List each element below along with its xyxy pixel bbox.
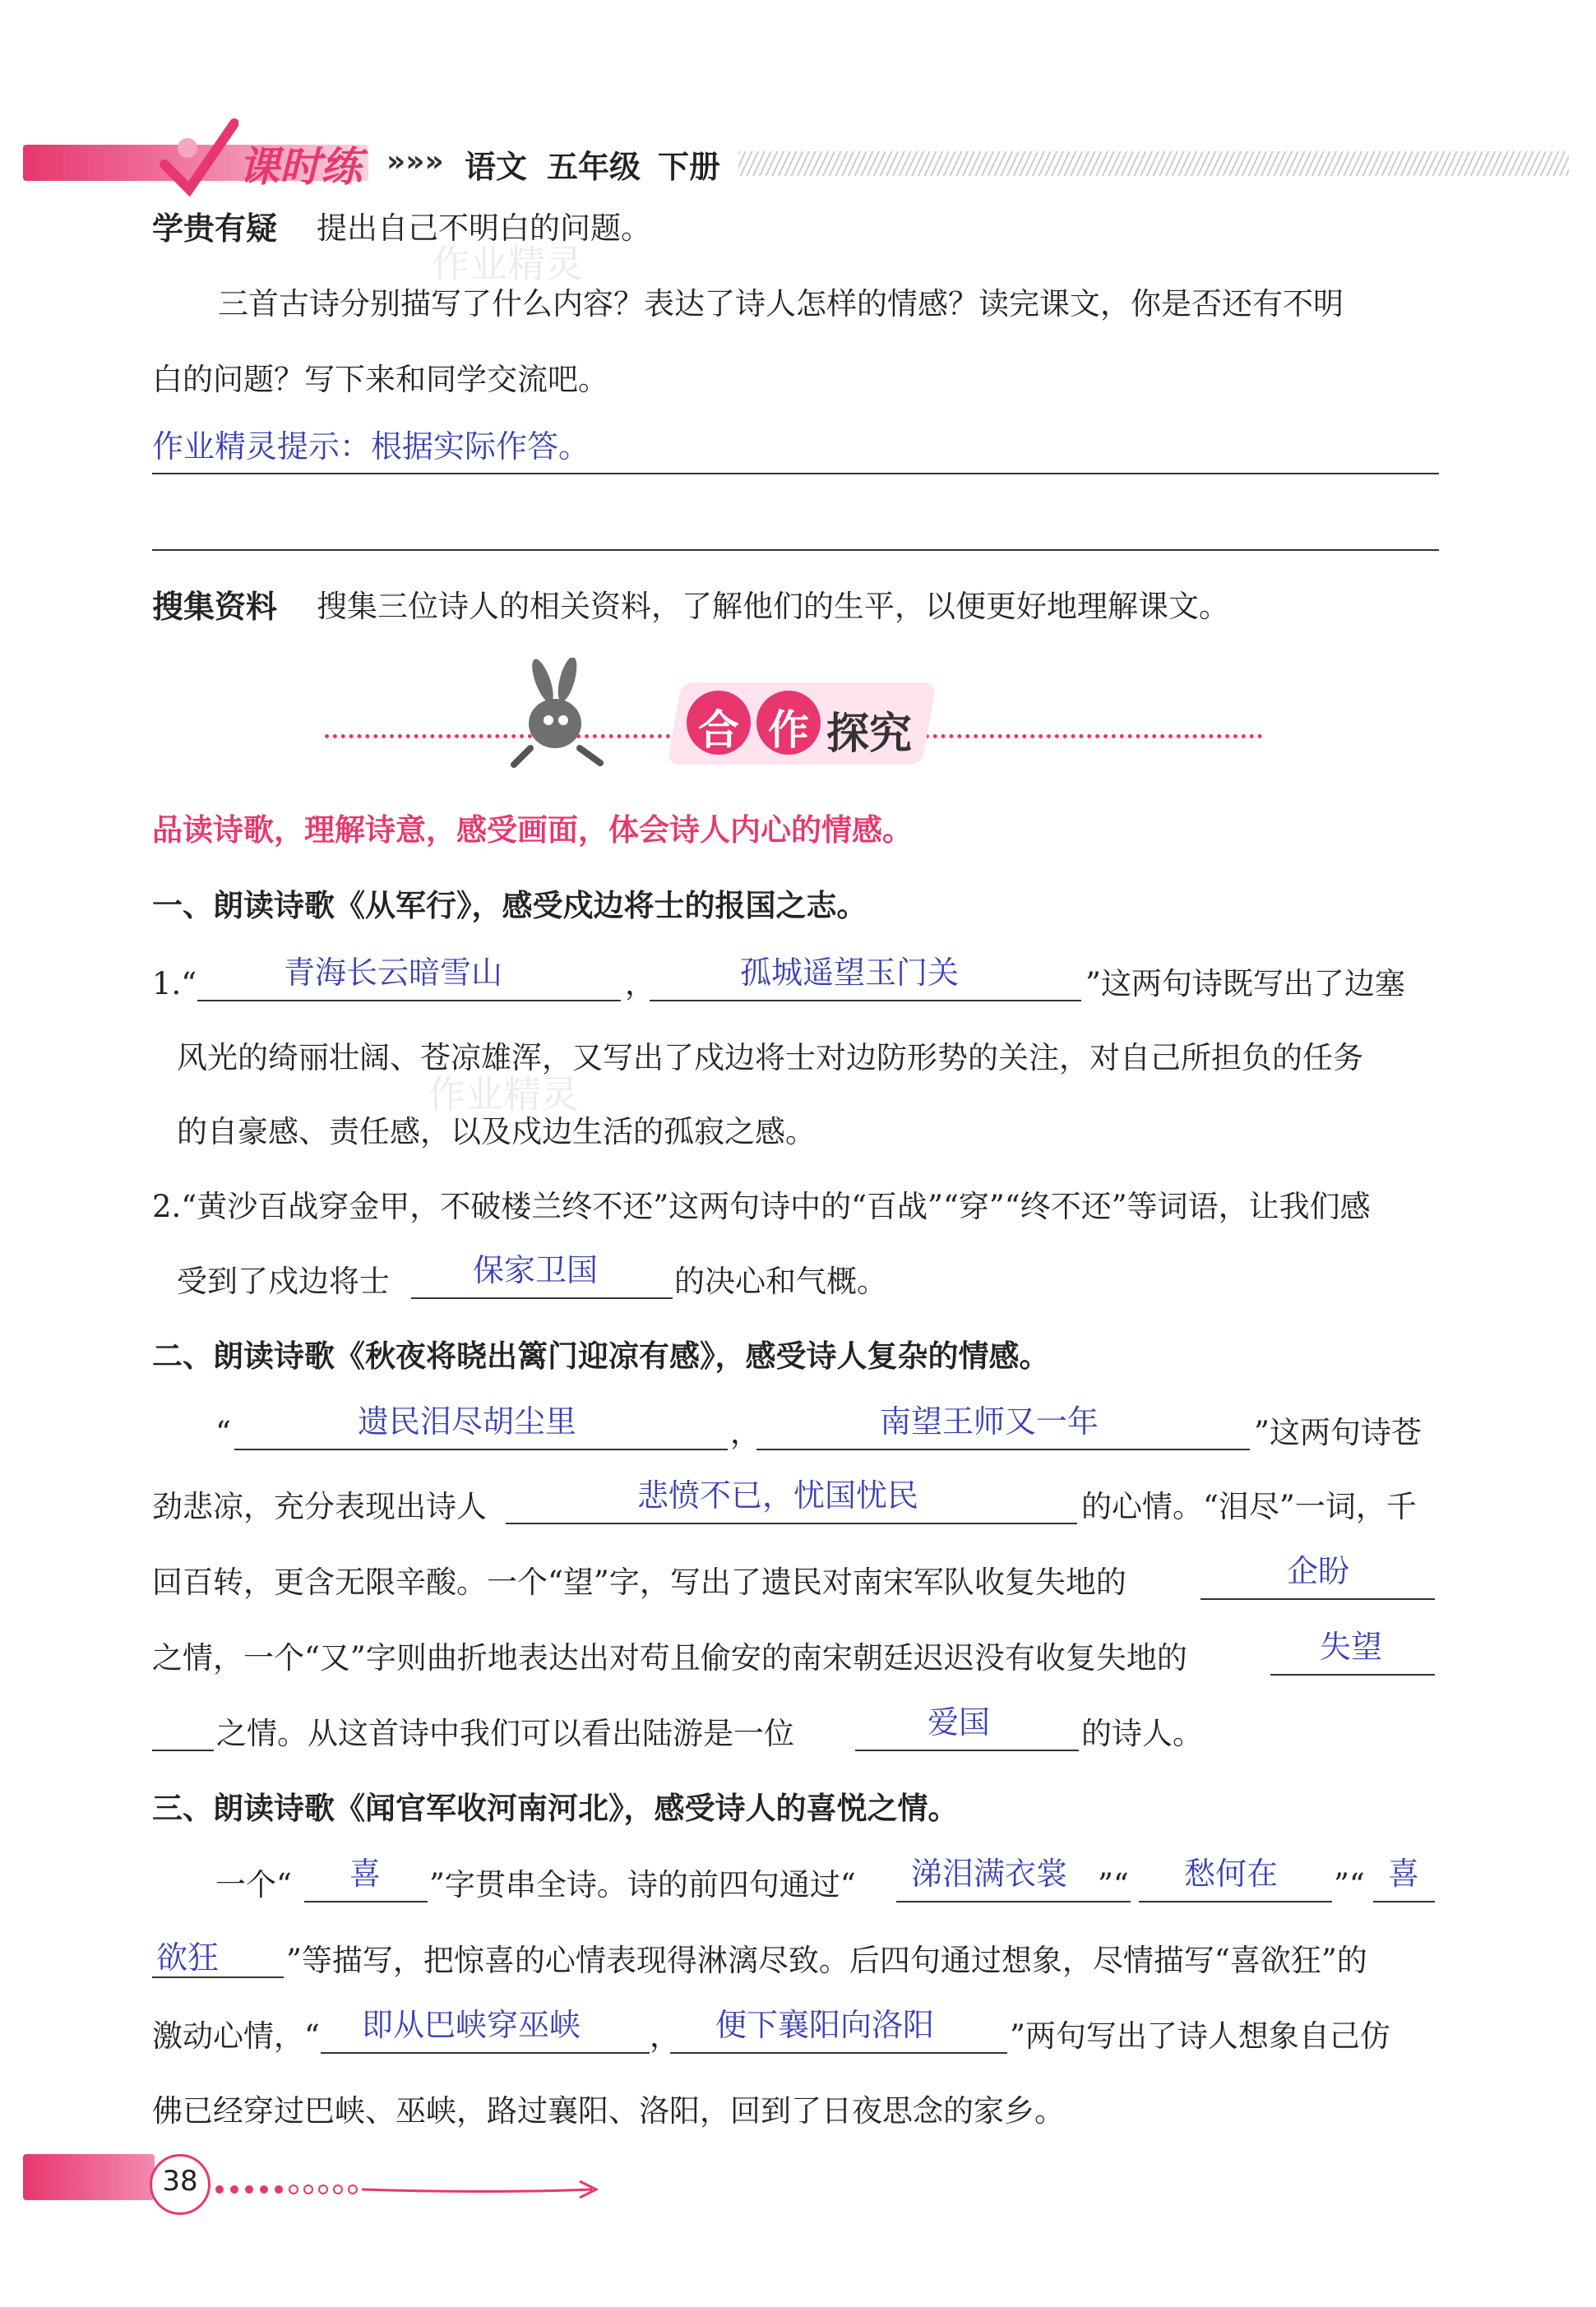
p3-answer-2: 涕泪满衣裳 — [911, 1856, 1068, 1892]
p2-blank-6[interactable] — [855, 1750, 1079, 1751]
footer-arrow-icon — [362, 2177, 608, 2202]
p2-blank-4[interactable] — [1200, 1598, 1435, 1600]
watermark: 作业精灵 — [432, 242, 583, 286]
rabbit-icon — [497, 658, 621, 773]
page-number: 38 — [162, 2165, 198, 2198]
p2-l1-comma: ， — [730, 1415, 761, 1450]
q1-comma: ， — [625, 966, 655, 1001]
p2-answer-4: 企盼 — [1287, 1553, 1350, 1589]
q1-answer-1: 青海长云暗雪山 — [284, 955, 503, 991]
q1-line-3: 的自豪感、责任感，以及戍边生活的孤寂之感。 — [177, 1114, 816, 1149]
p2-blank-2[interactable] — [756, 1449, 1250, 1450]
p3-blank-5[interactable] — [321, 2052, 650, 2054]
p2-blank-1[interactable] — [234, 1449, 728, 1450]
logo-text: 课时练 — [238, 143, 362, 191]
hint-answer: 作业精灵提示：根据实际作答。 — [152, 428, 590, 465]
p3-answer-4a: 喜 — [1388, 1856, 1420, 1892]
p2-blank-5b[interactable] — [152, 1750, 214, 1751]
p3-blank-4a[interactable] — [1373, 1901, 1435, 1902]
q1-blank-2[interactable] — [650, 1000, 1081, 1001]
q2-prefix: 受到了戍边将士 — [177, 1264, 390, 1299]
part3-heading: 三、朗读诗歌《闻官军收河南河北》，感受诗人的喜悦之情。 — [152, 1791, 959, 1826]
header-grade: 五年级 — [547, 149, 641, 185]
section-desc-soujiziliao: 搜集三位诗人的相关资料，了解他们的生平，以便更好地理解课文。 — [317, 589, 1229, 624]
p3-blank-1[interactable] — [304, 1901, 428, 1902]
p2-l3-text: 回百转，更含无限辛酸。一个“望”字，写出了遗民对南宋军队收复失地的 — [152, 1565, 1126, 1600]
header-hatch-band — [738, 151, 1569, 176]
p2-blank-5a[interactable] — [1270, 1674, 1435, 1676]
p3-answer-3: 愁何在 — [1184, 1856, 1279, 1892]
q2-line-1: 2.“黄沙百战穿金甲，不破楼兰终不还”这两句诗中的“百战”“穿”“终不还”等词语，让我们感 — [152, 1189, 1371, 1224]
section-intro: 品读诗歌，理解诗意，感受画面，体会诗人内心的情感。 — [152, 812, 913, 848]
p2-answer-2: 南望王师又一年 — [880, 1403, 1099, 1440]
p3-answer-1: 喜 — [349, 1856, 382, 1892]
q1-answer-2: 孤城遥望玉门关 — [740, 955, 960, 991]
p2-l5-text: 之情。从这首诗中我们可以看出陆游是一位 — [216, 1716, 794, 1751]
q2-suffix: 的决心和气概。 — [674, 1264, 887, 1299]
paragraph-line: 白的问题？写下来和同学交流吧。 — [152, 362, 608, 397]
p2-l5-suffix: 的诗人。 — [1081, 1716, 1203, 1751]
paragraph-line: 三首古诗分别描写了什么内容？表达了诗人怎样的情感？读完课文，你是否还有不明 — [218, 286, 1344, 321]
p2-answer-3: 悲愤不已，忧国忧民 — [637, 1477, 919, 1514]
q2-blank[interactable] — [411, 1297, 673, 1299]
section-label-soujiziliao: 搜集资料 — [152, 589, 278, 625]
footer-dots — [214, 2183, 362, 2194]
watermark: 作业精灵 — [428, 1072, 579, 1117]
p2-l2-prefix: 劲悲凉，充分表现出诗人 — [152, 1489, 487, 1524]
header-subject: 语文 — [465, 149, 528, 185]
part1-heading: 一、朗读诗歌《从军行》，感受戍边将士的报国之志。 — [152, 888, 867, 923]
p2-answer-1: 遗民泪尽胡尘里 — [358, 1403, 577, 1440]
p3-blank-6[interactable] — [670, 2052, 1007, 2054]
p2-l1-suffix: ”这两句诗苍 — [1254, 1415, 1422, 1450]
footer-pink-band — [23, 2154, 155, 2200]
p3-l3-suffix: ”两句写出了诗人想象自己仿 — [1010, 2018, 1390, 2054]
p3-answer-5: 即从巴峡穿巫峡 — [362, 2007, 581, 2043]
p2-l1-prefix: “ — [215, 1415, 231, 1450]
q1-blank-1[interactable] — [197, 1000, 621, 1001]
p3-l1-c: ”“ — [1098, 1867, 1129, 1902]
banner-char-1: 合 — [698, 706, 739, 754]
p3-l1-a: 一个“ — [215, 1867, 292, 1902]
header-volume: 下册 — [658, 149, 721, 185]
banner-char-2: 作 — [768, 706, 809, 754]
q1-line-2: 风光的绮丽壮阔、苍凉雄浑，又写出了戍边将士对边防形势的关注，对自己所担负的任务 — [177, 1040, 1363, 1075]
p2-blank-3[interactable] — [506, 1523, 1077, 1524]
p2-l2-suffix: 的心情。“泪尽”一词，千 — [1081, 1489, 1417, 1524]
p3-answer-4b: 欲狂 — [156, 1939, 220, 1976]
p3-l4-text: 佛已经穿过巴峡、巫峡，路过襄阳、洛阳，回到了日夜思念的家乡。 — [152, 2093, 1065, 2129]
p3-blank-3[interactable] — [1139, 1901, 1332, 1902]
p2-answer-5: 失望 — [1320, 1629, 1383, 1665]
q2-answer: 保家卫国 — [473, 1252, 599, 1288]
q1-prefix: 1.“ — [152, 966, 197, 1001]
p3-l2-text: ”等描写，把惊喜的心情表现得淋漓尽致。后四句通过想象，尽情描写“喜欲狂”的 — [286, 1943, 1367, 1978]
section-desc-xueguiyouyi: 提出自己不明白的问题。 — [317, 210, 651, 246]
answer-line[interactable] — [152, 549, 1439, 551]
p2-l4-text: 之情，一个“又”字则曲折地表达出对苟且偷安的南宋朝廷迟迟没有收复失地的 — [152, 1640, 1187, 1676]
header-arrows: »»» — [386, 145, 444, 178]
p3-l1-b: ”字贯串全诗。诗的前四句通过“ — [429, 1867, 856, 1902]
answer-line[interactable] — [152, 473, 1439, 474]
p3-l1-d: ”“ — [1334, 1867, 1365, 1902]
p3-l3-comma: ， — [650, 2018, 680, 2054]
logo-icon — [156, 115, 238, 197]
p3-answer-6: 便下襄阳向洛阳 — [715, 2007, 935, 2043]
q1-suffix: ”这两句诗既写出了边塞 — [1085, 966, 1405, 1001]
banner-rest: 探究 — [826, 710, 913, 759]
p3-blank-2[interactable] — [896, 1901, 1131, 1902]
banner-dotted-line-right — [917, 734, 1262, 738]
section-label-xueguiyouyi: 学贵有疑 — [152, 210, 278, 247]
part2-heading: 二、朗读诗歌《秋夜将晓出篱门迎凉有感》，感受诗人复杂的情感。 — [152, 1338, 1050, 1374]
p2-answer-6: 爱国 — [928, 1704, 991, 1741]
p3-l3-prefix: 激动心情，“ — [152, 2018, 320, 2054]
